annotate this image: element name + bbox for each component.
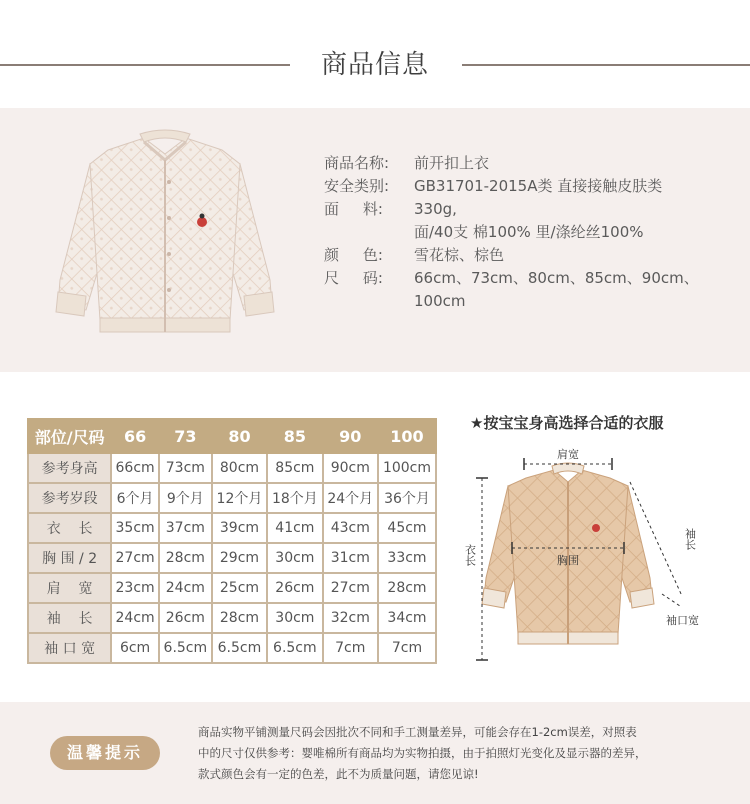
table-row (28, 573, 436, 603)
notice-line: 款式颜色会有一定的色差，此不为质量问题，请您见谅! (198, 767, 479, 781)
table-row (28, 453, 436, 483)
table-cell: 6.5cm (159, 633, 212, 663)
row-label: 参考岁段 (28, 483, 111, 513)
table-cell: 30cm (267, 603, 322, 633)
table-cell: 80cm (212, 453, 267, 483)
length-label: 衣长 (463, 544, 477, 566)
table-cell: 6.5cm (267, 633, 322, 663)
table-cell: 36个月 (378, 483, 436, 513)
table-row (28, 483, 436, 513)
diagram-collar (552, 463, 584, 474)
header-cell: 73 (159, 419, 212, 453)
cuff-measure-line (662, 594, 680, 606)
spec-safety: 安全类别: GB31701-2015A类 直接接触皮肤类 (324, 177, 663, 195)
sleeve-label: 袖长 (683, 528, 697, 550)
table-cell: 30cm (267, 543, 322, 573)
table-cell: 6.5cm (212, 633, 267, 663)
row-label: 袖 长 (28, 603, 111, 633)
product-photo (52, 120, 278, 346)
notice-text (198, 722, 718, 785)
table-row (28, 543, 436, 573)
product-info-band (0, 108, 750, 372)
table-cell: 24个月 (323, 483, 378, 513)
table-cell: 73cm (159, 453, 212, 483)
table-cell: 6cm (111, 633, 159, 663)
header-cell: 85 (267, 419, 322, 453)
table-cell: 85cm (267, 453, 322, 483)
table-cell: 33cm (378, 543, 436, 573)
table-cell: 28cm (212, 603, 267, 633)
table-row (28, 603, 436, 633)
table-cell: 45cm (378, 513, 436, 543)
spec-color: 颜 色: 雪花棕、棕色 (324, 246, 505, 264)
header-cell: 部位/尺码 (28, 419, 111, 453)
table-cell: 6个月 (111, 483, 159, 513)
header-cell: 66 (111, 419, 159, 453)
table-cell: 24cm (159, 573, 212, 603)
cuff-label: 袖口宽 (666, 614, 699, 627)
row-label: 肩 宽 (28, 573, 111, 603)
table-cell: 26cm (267, 573, 322, 603)
footer-notice (0, 702, 750, 804)
table-cell: 90cm (323, 453, 378, 483)
table-cell: 7cm (378, 633, 436, 663)
header-cell: 100 (378, 419, 436, 453)
size-table (27, 418, 437, 664)
page-title: 商品信息 (320, 50, 429, 80)
spec-name: 商品名称: 前开扣上衣 (324, 154, 490, 172)
table-cell: 27cm (111, 543, 159, 573)
spec-fabric: 面 料: 330g, (324, 200, 457, 218)
table-cell: 26cm (159, 603, 212, 633)
table-cell: 31cm (323, 543, 378, 573)
table-cell: 28cm (159, 543, 212, 573)
diagram-left-cuff (482, 588, 506, 608)
table-cell: 28cm (378, 573, 436, 603)
row-label: 参考身高 (28, 453, 111, 483)
table-row (28, 513, 436, 543)
table-cell: 23cm (111, 573, 159, 603)
table-row (28, 633, 436, 663)
table-cell: 43cm (323, 513, 378, 543)
table-cell: 25cm (212, 573, 267, 603)
product-specs (324, 152, 734, 313)
header-cell: 80 (212, 419, 267, 453)
table-cell: 34cm (378, 603, 436, 633)
table-cell: 39cm (212, 513, 267, 543)
table-cell: 41cm (267, 513, 322, 543)
diagram-right-cuff (630, 588, 654, 608)
table-cell: 29cm (212, 543, 267, 573)
table-cell: 27cm (323, 573, 378, 603)
table-cell: 32cm (323, 603, 378, 633)
table-cell: 37cm (159, 513, 212, 543)
section-header (0, 0, 750, 108)
notice-line: 中的尺寸仅供参考：婴唯棉所有商品均为实物拍摄，由于拍照灯光变化及显示器的差异， (198, 746, 647, 760)
measurement-diagram (463, 448, 728, 678)
table-cell: 100cm (378, 453, 436, 483)
divider-right (462, 64, 750, 66)
row-label: 胸 围 / 2 (28, 543, 111, 573)
shoulder-label: 肩宽 (557, 448, 579, 461)
spec-fabric-detail: 面/40支 棉100% 里/涤纶丝100% (414, 223, 644, 241)
size-section (0, 372, 750, 702)
row-label: 衣 长 (28, 513, 111, 543)
size-table-header (28, 419, 436, 453)
spec-size-cont: 100cm (414, 292, 466, 310)
header-cell: 90 (323, 419, 378, 453)
chest-label: 胸围 (557, 554, 579, 567)
table-cell: 12个月 (212, 483, 267, 513)
spec-size: 尺 码: 66cm、73cm、80cm、85cm、90cm、 (324, 269, 699, 287)
tip-badge: 温馨提示 (50, 736, 160, 770)
table-cell: 9个月 (159, 483, 212, 513)
table-cell: 35cm (111, 513, 159, 543)
notice-line: 商品实物平铺测量尺码会因批次不同和手工测量差异，可能会存在1-2cm误差，对照表 (198, 725, 637, 739)
size-guide-title: ★按宝宝身高选择合适的衣服 (470, 414, 664, 432)
table-cell: 7cm (323, 633, 378, 663)
table-cell: 24cm (111, 603, 159, 633)
table-cell: 66cm (111, 453, 159, 483)
diagram-ladybug (592, 524, 600, 532)
row-label: 袖 口 宽 (28, 633, 111, 663)
table-cell: 18个月 (267, 483, 322, 513)
